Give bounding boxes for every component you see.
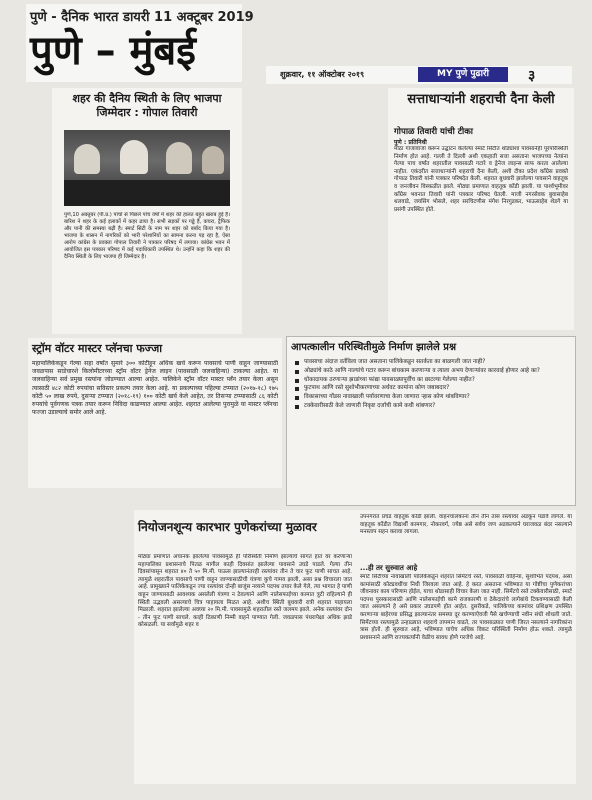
photo-person-2: [120, 140, 148, 174]
article-planning-headline: नियोजनशून्य कारभार पुणेकरांच्या मुळावर: [138, 520, 317, 534]
article-planning-subhead: ...ही तर सुरुवात आहे: [360, 564, 418, 572]
article-marathi-body: मोठा गाजावाजा करून उद्घाटन केलेल्या स्मार्ट सिटीत थोड्याशा पावसानेही पूरपरिस्थिती निर्माण होत आहे. गल्ली ते दिल्ली अशी एकहाती सत्ता असताना भाजपच्या नेत्यांना गेल्या पाच वर्षांत शहरातील पावसाळी गटारे व ड्रेनेज लाइन्स साफ करता आलेल्या नाहीत. एकंदरीत सत्ताधाऱ्यांनी शहराची दैना केली, अशी टीका प्रदेश काँग्रेस प्रवक्ते गोपाळ तिवारी यांनी पत्रकार परिषदेत केली. शहरात बुधवारी झालेल्या पावसाने वाहतूक व जनजीवन विस्कळीत झाले. मोठ्या प्रमाणात वाहतूक कोंडी झाली. या पार्श्वभूमीवर काँग्रेस भवनात तिवारी यांनी पत्रकार परिषद घेतली. माजी नगरसेवक बुवासाहेब थलवाडे, जयसिंग भोसले, शहर सरचिटणीस मंगेश निरगुडकर, भाऊसाहेब शेडगे या प्रसंगी उपस्थित होते.: [394, 146, 568, 213]
article-questions-clip: [286, 336, 576, 506]
article-stormwater-headline: स्ट्रॉम वॉटर मास्टर प्लॅनचा फज्जा: [32, 342, 163, 355]
photo-person-3: [166, 142, 192, 174]
article-stormwater-clip: [28, 338, 282, 488]
article-hindi-body: पुणे,10 अक्तुबर (पी.प्र.) पांचों से पिछले पांच वर्षों में शहर की हालत बहुत खराब हुई है। बारिश ने शहर के कई इलाकों में कहर ढाया है। सभी सड़कों पर गड्ढे हैं, कचरा, ट्रैफिक और पानी की समस्या बढ़ी है। स्मार्ट सिटी के नाम पर शहर को बर्बाद किया गया है। भाजपा के शासन में नागरिकों को भारी परेशानियों का सामना करना पड़ रहा है, ऐसा आरोप कांग्रेस के प्रवक्ता गोपाल तिवारी ने पत्रकार परिषद में लगाया। कांग्रेस भवन में आयोजित इस पत्रकार परिषद में कई पदाधिकारी उपस्थित थे। उन्होंने कहा कि शहर की दैनिय स्थिती के लिए भाजपा ही जिम्मेदार है।: [64, 212, 230, 260]
photo-person-4: [202, 146, 224, 174]
article-marathi-headline: सत्ताधाऱ्यांनी शहराची दैना केली: [407, 92, 555, 107]
article-stormwater-body: महापालिकेकडून गेल्या सहा वर्षांत सुमारे ३०० कोटींहून अधिक खर्च करून पावसाचे पाणी वाहून जाण्यासाठी जवळपास साडेचारशे किलोमीटरच्या स्ट्रॉम वॉटर ड्रेनेज लाइन (पावसाळी जलवाहिन्या) टाकल्या आहेत. या जलवाहिन्या सर्व प्रमुख रस्त्यांना जोडण्यात आल्या आहेत. पालिकेने स्ट्रॉम वॉटर मास्टर प्लॅन तयार केला असून त्यासाठी ४८२ कोटी रुपयांचा सविस्तर प्रकल्प तयार केला आहे. या प्रकल्पाच्या पहिल्या टप्प्यात (२०१७-१८) १७५ कोटी ५० लाख रुपये, दुसऱ्या टप्प्यात (२०१८-१९) १०० कोटी खर्च केले आहेत, तर तिसऱ्या टप्प्यासाठी ८६ कोटी रुपयांचे पूर्वगणक पत्रक तयार करून निविदा काढण्यात आल्या आहेत. शहरात आलेल्या पुरामुळे या मास्टर प्लॅनचा फज्जा उडाल्याचे समोर आले आहे.: [32, 360, 278, 417]
article-marathi-dateline: पुणे : प्रतिनिधी: [394, 139, 427, 146]
strip-date: शुक्रवार, ११ ऑक्टोबर २०१९: [280, 70, 365, 79]
article-questions-list: [295, 359, 567, 412]
newspaper-header-clip: [26, 4, 254, 82]
article-questions-headline: आपत्कालीन परिस्थितीमुळे निर्माण झालेले प्रश्न: [291, 342, 457, 353]
question-item: विकासाच्या गोंडस नावाखाली पर्यावरणाचा केला जाणारा ऱ्हास कोण थांबविणार?: [295, 394, 567, 402]
strip-page-number: ३: [528, 68, 536, 84]
article-hindi-clip: [52, 88, 242, 334]
article-planning-col1: मोठ्या प्रमाणात अचानक झालेल्या पावसामुळे ही परिस्थिती निर्माण झाल्याचे सांगत हात वर करणाऱ्या महापालिका प्रशासनाचे पितळ मागील काही दिवसांत झालेल्या पावसाने उघडे पाडले. गेल्या तीन दिवसांपासून शहरात ४० ते ५० मि.मी. पाऊस झाल्यानंतरही रस्त्यांवर तीन ते चार फूट पाणी साचत आहे. त्यामुळे शहरातील पावसाचे पाणी वाहून जाण्यासाठीची यंत्रणा कुचे गामव झाली, असा प्रश्न विचारला जात आहे. प्रामुख्याने पालिकेकडून ज्या रस्त्यांवर दोन्ही बाजूंस नव्याने पदपथ तयार केले गेले, त्या भागात हे पाणी वाहून जाण्यासाठी आवश्यक असलेली यंत्रणा न ठेवल्याने आणि नालेसफाईच्या कामात त्रुटी राहिल्याने ही स्थिती उद्भवली असल्याचे चित्र पाहायला मिळत आहे. अशीच स्थिती बुधवारी रात्री शहरात पाहायला मिळाली. शहरात झालेल्या अवघ्या २० मि.मी. पावसामुळे शहरातील रस्ते जलमय झाले. अनेक रस्त्यांवर दोन - तीन फूट पाणी साचले. काही ठिकाणी निम्मी वाहने पाण्यात गेली. जवळपास पंधरापेक्षा अधिक झाडे कोसळली. या सर्वांमुळे शहर व: [138, 554, 352, 629]
question-item: पावसाचा अंदाज वर्तविला जात असताना पालिकेकडून सतर्कता का बाळगली जात नाही?: [295, 359, 567, 367]
article-planning-clip: [134, 510, 576, 784]
question-item: ओढ्यांचे काठे आणि नाल्यांचे गटार करून बांधकाम करणाऱ्या व त्याला अभय देणाऱ्यांवर कारवाई होणार आहे का?: [295, 368, 567, 376]
article-hindi-headline: शहर की दैनिय स्थिती के लिए भाजपा जिम्मेदार : गोपाल तिवारी: [72, 92, 222, 119]
photo-person-1: [74, 144, 100, 174]
article-planning-col2-body: स्मार्ट सिटीच्या नावाखाली पालिकेकडून शहरात सिमेंटचे रस्ते, पावसाळी वाहिन्या, सुशोभित पदपथ, असा कामांसाठी कोट्यवधींचा निधी जिरवला जात आहे. हे करत असताना भविष्यात या गोष्टींचा पुणेकरांच्या जीवनावर काय परिणाम होईल, याचा थोडासाही विचार केला जात नाही. सिमेंटचे रस्ते टक्केवारीसाठी, स्मार्ट पदपथ पुरस्कारासाठी आणि नालेसफाईची कामे राजकारणी व ठेकेदारांचे लागेबांधे टिकवण्यासाठी केली जात असल्याने हे असे प्रकार उघडपणे होत आहेत. दुसरीकडे, पालिकेच्या कामांवर प्रशिक्षण उपस्थित करणाऱ्या बाहेरच्या प्रसिद्ध झाल्यानंतर समस्या दूर करण्याऐवजी पैसे खर्चण्याची नवीन संधी शोधली जाते. सिमेंटच्या रस्त्यामुळे उन्हाळ्यात शहराचे तापमान वाढते, तर पावसाळ्यात पाणी जिरत नसल्याने नागरिकांना त्रास होतो. ही सुरुवात आहे, भविष्यात याचेच अधिक विकट परिस्थिती निर्माण होऊ शकते. त्यामुळे प्रशासनाने आणि राज्यकर्त्यांनी वेळीच सावध होणे गरजेचे आहे.: [360, 574, 572, 641]
question-item: फुटपाथ आणि रस्ते सुशोभीकरणाच्या अर्धवट कामांना कोण जबाबदार?: [295, 385, 567, 393]
article-photo: [64, 130, 230, 206]
header-dateline: पुणे - दैनिक भारत डायरी 11 अक्टूबर 2019: [30, 10, 254, 25]
question-item: धोकादायक ठरणाऱ्या झाडांच्या फांद्या पावसाळ्यापूर्वीच का छाटल्या गेलेल्या नाहीत?: [295, 377, 567, 385]
article-planning-col2-top: उपनगरांत प्रचंड वाहतूक कोंडी झाली. वाहनचालकांना तीन तीन तास रस्त्यावर अडकून पडावे लागले. या वाहतूक कोंडीत विद्यार्थी कामगार, नोकरवर्ग, ज्येष्ठ असे सर्वच जण अडकल्याने घराजवळ बंदर नसल्याने मनस्ताप सहन करावा लागला.: [360, 514, 572, 536]
strip-brand-logo: MY पुणे पुढारी: [418, 67, 508, 82]
article-marathi-subhead: गोपाळ तिवारी यांची टीका: [394, 127, 473, 137]
date-strip: [266, 66, 572, 84]
header-title: पुणे – मुंबई: [30, 28, 196, 74]
question-item: टक्केवारीसाठी केले जाणारी निकृष्ट दर्जाची कामे कधी थांबणार?: [295, 403, 567, 411]
article-marathi-clip: [388, 88, 574, 330]
photo-table: [64, 180, 230, 206]
